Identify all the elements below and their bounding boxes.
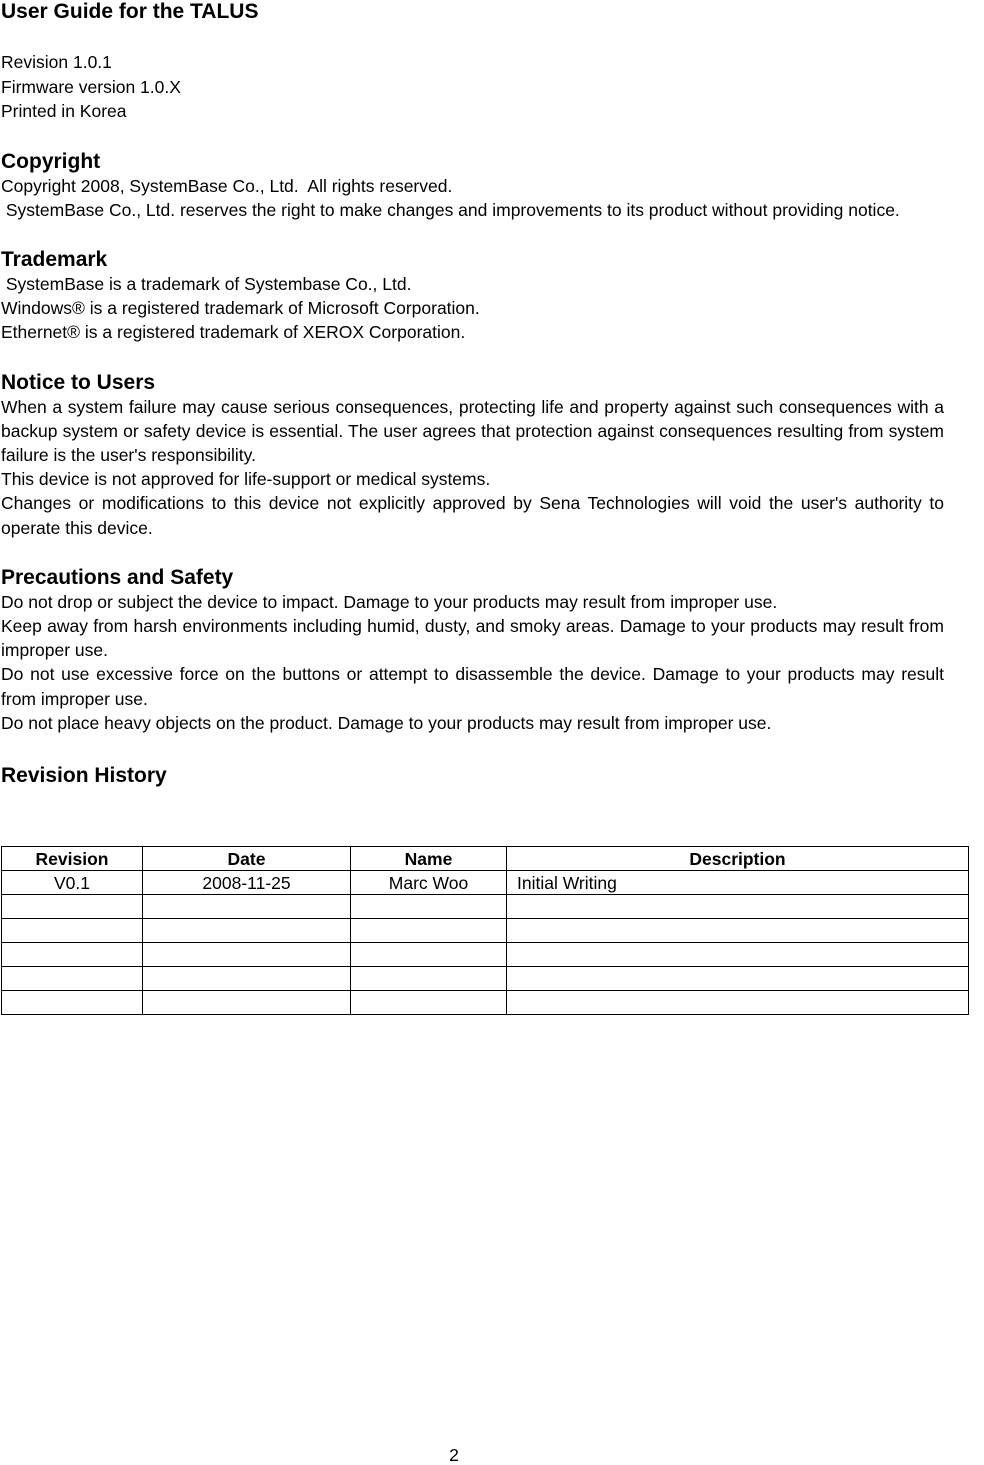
notice-section — [1, 370, 983, 540]
cell-name — [351, 895, 507, 919]
document-meta — [1, 50, 983, 124]
revision-history-section — [1, 763, 983, 788]
cell-description — [507, 919, 969, 943]
cell-date — [143, 919, 351, 943]
cell-date — [143, 967, 351, 991]
copyright-notice: SystemBase Co., Ltd. reserves the right to make changes and improvements to its product without providing notice. — [1, 199, 900, 220]
document-title: User Guide for the TALUS — [1, 0, 259, 23]
cell-revision — [2, 919, 143, 943]
precautions-section — [1, 565, 983, 735]
cell-revision: V0.1 — [2, 871, 143, 895]
cell-name: Marc Woo — [351, 871, 507, 895]
precautions-heading: Precautions and Safety — [1, 565, 234, 589]
notice-paragraph: This device is not approved for life-support or medical systems. — [1, 469, 491, 490]
precaution-paragraph: Do not use excessive force on the buttons or attempt to disassemble the device. Damage to your products may result from improper use. — [1, 664, 944, 709]
table-row — [2, 895, 969, 919]
column-header-name: Name — [351, 847, 507, 871]
precaution-paragraph: Do not drop or subject the device to impact. Damage to your products may result from improper use. — [1, 591, 778, 612]
trademark-line: Windows® is a registered trademark of Microsoft Corporation. — [1, 298, 480, 319]
copyright-line: Copyright 2008, SystemBase Co., Ltd. All rights reserved. — [1, 175, 453, 196]
cell-revision — [2, 967, 143, 991]
cell-date — [143, 991, 351, 1015]
firmware-line: Firmware version 1.0.X — [1, 76, 181, 97]
table-row — [2, 991, 969, 1015]
cell-description — [507, 991, 969, 1015]
precaution-paragraph: Keep away from harsh environments including humid, dusty, and smoky areas. Damage to your products may result from improper use. — [1, 615, 944, 661]
table-row — [2, 871, 969, 895]
printed-line: Printed in Korea — [1, 101, 127, 121]
page-number: 2 — [449, 1445, 459, 1465]
cell-name — [351, 943, 507, 967]
cell-date — [143, 943, 351, 967]
trademark-line: SystemBase is a trademark of Systembase Co., Ltd. — [1, 273, 412, 294]
cell-date: 2008-11-25 — [143, 871, 351, 895]
cell-description: Initial Writing — [507, 871, 969, 895]
cell-name — [351, 991, 507, 1015]
cell-revision — [2, 991, 143, 1015]
revision-history-heading: Revision History — [1, 763, 167, 787]
trademark-section — [1, 247, 983, 345]
table-row — [2, 943, 969, 967]
notice-paragraph: When a system failure may cause serious consequences, protecting life and property against such consequences with a backup system or safety device is essential. The user agrees that protection against consequences resulting from system failure is the user's responsibility. — [1, 396, 944, 465]
column-header-revision: Revision — [2, 847, 143, 871]
table-header-row — [2, 847, 969, 871]
document-page — [1, 0, 983, 788]
precaution-paragraph: Do not place heavy objects on the product. Damage to your products may result from improper use. — [1, 712, 772, 733]
trademark-line: Ethernet® is a registered trademark of XEROX Corporation. — [1, 322, 466, 343]
cell-description — [507, 967, 969, 991]
cell-date — [143, 895, 351, 919]
trademark-heading: Trademark — [1, 247, 108, 271]
cell-revision — [2, 943, 143, 967]
cell-name — [351, 967, 507, 991]
cell-revision — [2, 895, 143, 919]
table-row — [2, 919, 969, 943]
copyright-section — [1, 149, 983, 222]
column-header-description: Description — [507, 847, 969, 871]
revision-line: Revision 1.0.1 — [1, 52, 112, 72]
table-row — [2, 967, 969, 991]
notice-paragraph: Changes or modifications to this device not explicitly approved by Sena Technologies will void the user's authority to operate this device. — [1, 493, 944, 538]
notice-heading: Notice to Users — [1, 370, 156, 394]
cell-description — [507, 895, 969, 919]
cell-description — [507, 943, 969, 967]
revision-history-table — [1, 846, 969, 1015]
column-header-date: Date — [143, 847, 351, 871]
copyright-heading: Copyright — [1, 149, 101, 173]
cell-name — [351, 919, 507, 943]
